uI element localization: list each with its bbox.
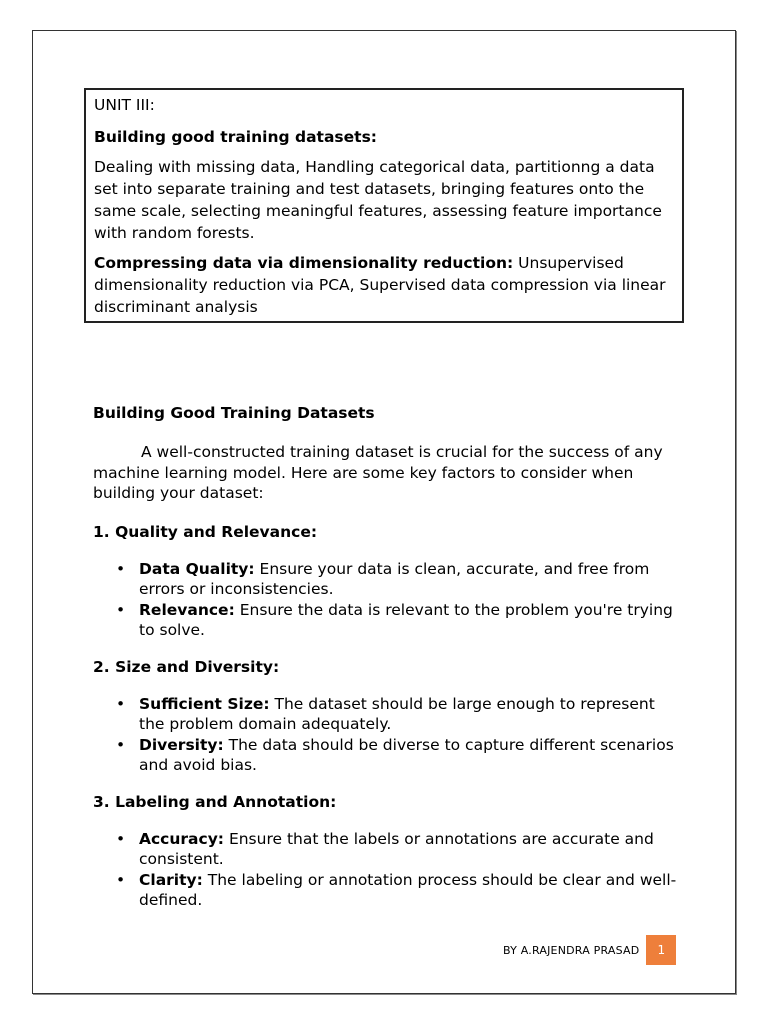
item-term: Accuracy: [139, 829, 225, 848]
bullet-list-size [93, 694, 683, 776]
syllabus-topics-1: Dealing with missing data, Handling categorical data, partitionng a data set into separate training and test datasets, bringing features onto the same scale, selecting meaningful features, assessing feature importance with random forests. [94, 158, 662, 242]
list-item [93, 870, 683, 911]
article-title: Building Good Training Datasets [93, 404, 375, 422]
item-text: Ensure that the labels or annotations are accurate and consistent. [139, 829, 654, 868]
unit-title: UNIT III: [94, 96, 155, 114]
syllabus-paragraph-2 [94, 252, 674, 318]
bullet-icon: • [116, 829, 126, 848]
list-item [93, 735, 683, 776]
list-item [93, 829, 683, 870]
item-text: Ensure the data is relevant to the problem you're trying to solve. [139, 600, 673, 639]
item-text: The labeling or annotation process should be clear and well-defined. [139, 870, 677, 909]
syllabus-heading-2: Compressing data via dimensionality reduction: [94, 254, 514, 272]
syllabus-box [84, 88, 684, 323]
bullet-list-quality [93, 559, 683, 641]
item-text: Ensure your data is clean, accurate, and free from errors or inconsistencies. [139, 559, 650, 598]
bullet-icon: • [116, 559, 126, 578]
bullet-icon: • [116, 694, 126, 713]
item-term: Relevance: [139, 600, 235, 619]
item-term: Sufficient Size: [139, 694, 270, 713]
item-term: Data Quality: [139, 559, 255, 578]
item-text: The dataset should be large enough to represent the problem domain adequately. [139, 694, 655, 733]
item-text: The data should be diverse to capture different scenarios and avoid bias. [139, 735, 674, 774]
article-intro: A well-constructed training dataset is crucial for the success of any machine learning model. Here are some key factors to consider when building your dataset: [93, 443, 663, 502]
item-term: Clarity: [139, 870, 203, 889]
list-item [93, 600, 683, 641]
section-title-quality: 1. Quality and Relevance: [93, 522, 318, 541]
bullet-icon: • [116, 735, 126, 754]
item-term: Diversity: [139, 735, 224, 754]
footer-author: BY A.RAJENDRA PRASAD [503, 943, 640, 957]
section-title-size: 2. Size and Diversity: [93, 657, 280, 676]
page-footer [503, 935, 676, 965]
bullet-icon: • [116, 600, 126, 619]
syllabus-heading-1: Building good training datasets: [94, 128, 377, 146]
bullet-icon: • [116, 870, 126, 889]
bullet-list-labeling [93, 829, 683, 911]
list-item [93, 694, 683, 735]
page-number-badge: 1 [646, 935, 676, 965]
syllabus-topics-2: Unsupervised dimensionality reduction via PCA, Supervised data compression via linear discriminant analysis [94, 254, 666, 316]
list-item [93, 559, 683, 600]
section-title-labeling: 3. Labeling and Annotation: [93, 792, 337, 811]
article [93, 402, 683, 926]
